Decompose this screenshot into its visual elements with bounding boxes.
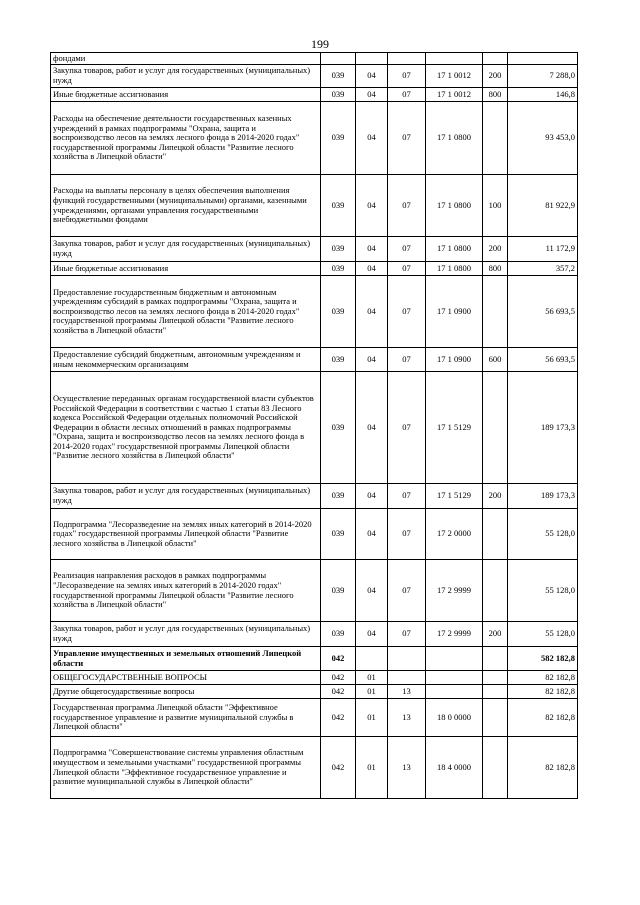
table-row [51,276,578,348]
expense-type-cell: 100 [483,175,508,237]
expense-name-cell: Иные бюджетные ассигнования [51,262,321,276]
ministry-code-cell [321,53,356,65]
subsection-code-cell [388,647,426,671]
expense-name-cell: Предоставление субсидий бюджетным, автономным учреждениям и иным некоммерческим организациям [51,348,321,372]
ministry-code-cell: 042 [321,737,356,799]
section-code-cell: 04 [356,88,388,102]
target-article-cell: 17 1 0012 [426,88,483,102]
target-article-cell: 18 0 0000 [426,699,483,737]
target-article-cell: 18 4 0000 [426,737,483,799]
ministry-code-cell: 039 [321,175,356,237]
section-code-cell: 01 [356,737,388,799]
table-row [51,348,578,372]
page-number: 199 [311,37,329,51]
expense-name-cell: Другие общегосударственные вопросы [51,685,321,699]
table-row [51,102,578,175]
subsection-code-cell: 07 [388,484,426,509]
subsection-code-cell: 07 [388,102,426,175]
subsection-code-cell: 07 [388,622,426,647]
ministry-code-cell: 042 [321,647,356,671]
subsection-code-cell: 07 [388,65,426,88]
expense-type-cell: 200 [483,65,508,88]
expense-name-cell: ОБЩЕГОСУДАРСТВЕННЫЕ ВОПРОСЫ [51,671,321,685]
amount-cell [508,53,578,65]
expense-name-cell: Государственная программа Липецкой области "Эффективное государственное управление и развитие муниципальной службы в Липецкой области" [51,699,321,737]
target-article-cell: 17 1 0800 [426,237,483,262]
ministry-code-cell: 042 [321,685,356,699]
expense-name-cell: Предоставление государственным бюджетным и автономным учреждениям субсидий в рамках подпрограммы "Охрана, защита и воспроизводство лесов на землях лесного фонда в 2014-2020 годах" государственной программы Липецкой области "Развитие лесного хозяйства в Липецкой области" [51,276,321,348]
amount-cell: 189 173,3 [508,484,578,509]
target-article-cell: 17 2 0000 [426,509,483,560]
subsection-code-cell: 07 [388,276,426,348]
amount-cell: 82 182,8 [508,671,578,685]
expense-type-cell: 600 [483,348,508,372]
expense-type-cell [483,102,508,175]
expense-type-cell: 200 [483,237,508,262]
expense-name-cell: Закупка товаров, работ и услуг для государственных (муниципальных) нужд [51,622,321,647]
section-code-cell: 04 [356,372,388,484]
ministry-code-cell: 039 [321,276,356,348]
expense-type-cell [483,647,508,671]
ministry-code-cell: 039 [321,348,356,372]
ministry-code-cell: 042 [321,671,356,685]
subsection-code-cell: 13 [388,685,426,699]
amount-cell: 55 128,0 [508,622,578,647]
budget-table [50,52,578,799]
amount-cell: 93 453,0 [508,102,578,175]
table-row [51,622,578,647]
ministry-code-cell: 039 [321,560,356,622]
section-code-cell: 04 [356,622,388,647]
target-article-cell: 17 1 0012 [426,65,483,88]
section-code-cell [356,647,388,671]
expense-type-cell: 200 [483,622,508,647]
expense-name-cell: Иные бюджетные ассигнования [51,88,321,102]
section-code-cell: 04 [356,175,388,237]
expense-type-cell [483,560,508,622]
section-code-cell: 04 [356,348,388,372]
table-row [51,53,578,65]
target-article-cell: 17 1 0800 [426,102,483,175]
section-code-cell: 04 [356,509,388,560]
amount-cell: 7 288,0 [508,65,578,88]
expense-type-cell [483,699,508,737]
subsection-code-cell: 07 [388,560,426,622]
table-row [51,737,578,799]
target-article-cell: 17 2 9999 [426,560,483,622]
table-row [51,671,578,685]
table-row [51,262,578,276]
expense-name-cell: Осуществление переданных органам государственной власти субъектов Российской Федерации в соответствии с частью 1 статьи 83 Лесного кодекса Российской Федерации отдельных полномочий Российской Федерации в области лесных отношений в рамках подпрограммы "Охрана, защита и воспроизводство лесов на землях лесного фонда в 2014-2020 годах" государственной программы Липецкой области "Развитие лесного хозяйства в Липецкой области" [51,372,321,484]
target-article-cell [426,53,483,65]
target-article-cell: 17 1 0800 [426,262,483,276]
section-code-cell [356,53,388,65]
expense-name-cell: Закупка товаров, работ и услуг для государственных (муниципальных) нужд [51,484,321,509]
amount-cell: 56 693,5 [508,348,578,372]
section-code-cell: 01 [356,685,388,699]
amount-cell: 146,8 [508,88,578,102]
expense-type-cell [483,53,508,65]
target-article-cell: 17 1 0800 [426,175,483,237]
ministry-code-cell: 039 [321,509,356,560]
table-row [51,560,578,622]
expense-type-cell: 800 [483,262,508,276]
table-row [51,484,578,509]
table-row [51,685,578,699]
subsection-code-cell: 07 [388,237,426,262]
table-row [51,647,578,671]
subsection-code-cell: 07 [388,175,426,237]
amount-cell: 56 693,5 [508,276,578,348]
expense-type-cell: 800 [483,88,508,102]
expense-name-cell: Закупка товаров, работ и услуг для государственных (муниципальных) нужд [51,65,321,88]
table-row [51,372,578,484]
table-row [51,175,578,237]
ministry-code-cell: 039 [321,88,356,102]
ministry-code-cell: 039 [321,622,356,647]
expense-name-cell: Управление имущественных и земельных отношений Липецкой области [51,647,321,671]
section-code-cell: 04 [356,276,388,348]
ministry-code-cell: 039 [321,262,356,276]
target-article-cell: 17 1 0900 [426,276,483,348]
expense-name-cell: Реализация направления расходов в рамках подпрограммы "Лесоразведение на землях иных категорий в 2014-2020 годах" государственной программы Липецкой области "Развитие лесного хозяйства в Липецкой области" [51,560,321,622]
amount-cell: 55 128,0 [508,560,578,622]
amount-cell: 55 128,0 [508,509,578,560]
target-article-cell: 17 1 5129 [426,372,483,484]
section-code-cell: 01 [356,671,388,685]
amount-cell: 357,2 [508,262,578,276]
ministry-code-cell: 039 [321,102,356,175]
expense-name-cell: Подпрограмма "Совершенствование системы управления областным имуществом и земельными участками" государственной программы Липецкой области "Эффективное государственное управление и развитие муниципальной службы в Липецкой области" [51,737,321,799]
expense-name-cell: фондами [51,53,321,65]
section-code-cell: 01 [356,699,388,737]
target-article-cell: 17 2 9999 [426,622,483,647]
subsection-code-cell: 07 [388,88,426,102]
expense-name-cell: Расходы на выплаты персоналу в целях обеспечения выполнения функций государственными (муниципальными) органами, казенными учреждениями, органами управления государственными внебюджетными фондами [51,175,321,237]
expense-type-cell [483,685,508,699]
amount-cell: 82 182,8 [508,737,578,799]
table-row [51,509,578,560]
expense-name-cell: Закупка товаров, работ и услуг для государственных (муниципальных) нужд [51,237,321,262]
table-row [51,65,578,88]
section-code-cell: 04 [356,484,388,509]
subsection-code-cell: 13 [388,737,426,799]
expense-name-cell: Расходы на обеспечение деятельности государственных казенных учреждений в рамках подпрограммы "Охрана, защита и воспроизводство лесов на землях лесного фонда в 2014-2020 годах" государственной программы Липецкой области "Развитие лесного хозяйства в Липецкой области" [51,102,321,175]
amount-cell: 582 182,8 [508,647,578,671]
table-row [51,237,578,262]
expense-type-cell [483,671,508,685]
subsection-code-cell: 07 [388,509,426,560]
expense-type-cell [483,276,508,348]
section-code-cell: 04 [356,102,388,175]
table-row [51,699,578,737]
table-row [51,88,578,102]
section-code-cell: 04 [356,65,388,88]
subsection-code-cell [388,53,426,65]
target-article-cell [426,685,483,699]
budget-table-body [51,53,578,799]
expense-name-cell: Подпрограмма "Лесоразведение на землях иных категорий в 2014-2020 годах" государственной программы Липецкой области "Развитие лесного хозяйства в Липецкой области" [51,509,321,560]
section-code-cell: 04 [356,262,388,276]
target-article-cell: 17 1 5129 [426,484,483,509]
amount-cell: 189 173,3 [508,372,578,484]
subsection-code-cell: 07 [388,348,426,372]
expense-type-cell [483,372,508,484]
section-code-cell: 04 [356,237,388,262]
subsection-code-cell: 07 [388,262,426,276]
subsection-code-cell [388,671,426,685]
target-article-cell: 17 1 0900 [426,348,483,372]
subsection-code-cell: 13 [388,699,426,737]
subsection-code-cell: 07 [388,372,426,484]
ministry-code-cell: 039 [321,237,356,262]
amount-cell: 81 922,9 [508,175,578,237]
section-code-cell: 04 [356,560,388,622]
expense-type-cell: 200 [483,484,508,509]
ministry-code-cell: 042 [321,699,356,737]
target-article-cell [426,671,483,685]
target-article-cell [426,647,483,671]
expense-type-cell [483,737,508,799]
amount-cell: 82 182,8 [508,699,578,737]
expense-type-cell [483,509,508,560]
amount-cell: 82 182,8 [508,685,578,699]
amount-cell: 11 172,9 [508,237,578,262]
ministry-code-cell: 039 [321,484,356,509]
ministry-code-cell: 039 [321,65,356,88]
ministry-code-cell: 039 [321,372,356,484]
